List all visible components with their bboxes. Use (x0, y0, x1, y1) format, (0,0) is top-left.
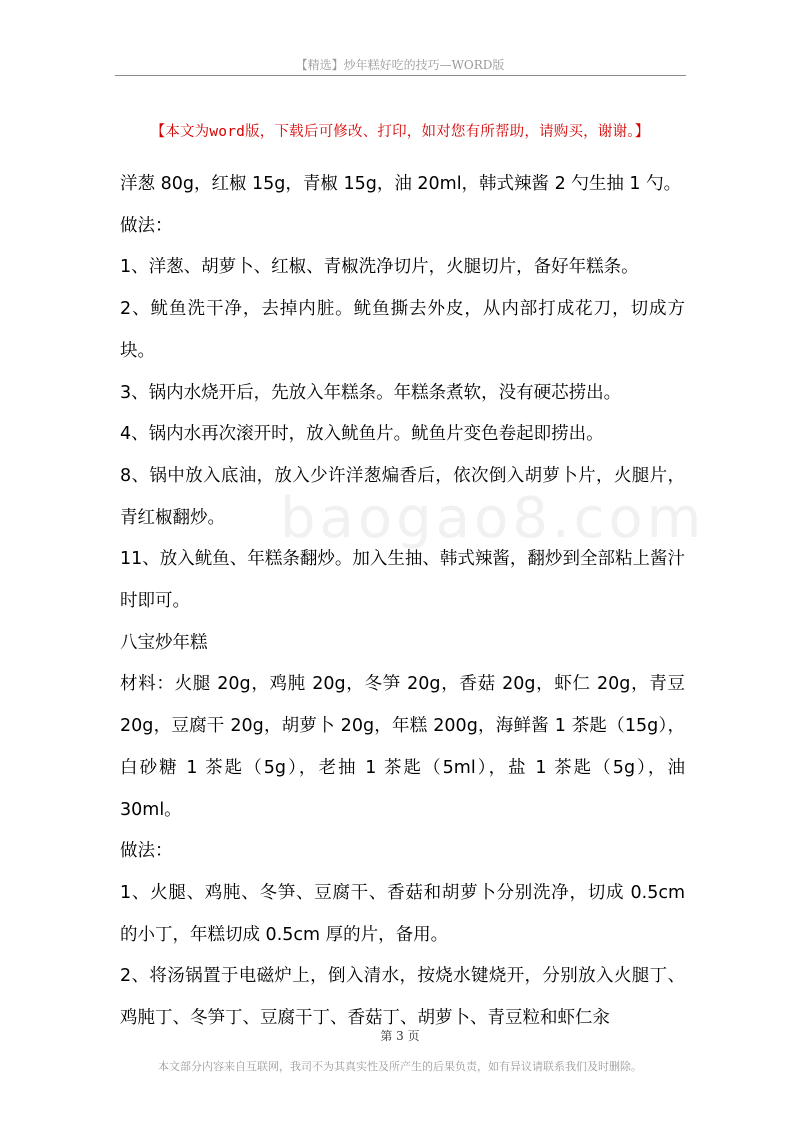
step-paragraph: 2、将汤锅置于电磁炉上，倒入清水，按烧水键烧开，分别放入火腿丁、鸡肫丁、冬笋丁、豆腐干丁、香菇丁、胡萝卜、青豆粒和虾仁汆 (120, 966, 685, 1029)
purchase-notice: 【本文为word版，下载后可修改、打印，如对您有所帮助，请购买，谢谢。】 (150, 124, 650, 140)
watermark: baogao8.com (280, 486, 706, 551)
page-number: 第 3 页 (380, 1029, 420, 1043)
step-paragraph: 4、锅内水再次滚开时，放入鱿鱼片。鱿鱼片变色卷起即捞出。 (120, 424, 604, 445)
page-footer: 本文部分内容来自互联网，我司不为其真实性及所产生的后果负责，如有异议请联系我们及时删除。 (158, 1060, 642, 1073)
materials-paragraph: 材料：火腿 20g，鸡肫 20g，冬笋 20g，香菇 20g，虾仁 20g，青豆 20g，豆腐干 20g，胡萝卜 20g，年糕 200g，海鲜酱 1 茶匙（15g），白砂糖 1 茶匙（5g），老抽 1 茶匙（5ml），盐 1 茶匙（5g），油 30ml。 (120, 674, 685, 820)
header-divider (115, 75, 686, 76)
document-body (120, 164, 685, 1040)
step-paragraph: 1、洋葱、胡萝卜、红椒、青椒洗净切片，火腿切片，备好年糕条。 (120, 257, 639, 278)
step-paragraph: 1、火腿、鸡肫、冬笋、豆腐干、香菇和胡萝卜分别洗净，切成 0.5cm 的小丁，年糕切成 0.5cm 厚的片，备用。 (120, 882, 685, 945)
step-paragraph: 8、锅中放入底油，放入少许洋葱煸香后，依次倒入胡萝卜片，火腿片，青红椒翻炒。 (120, 465, 685, 528)
ingredients-line: 洋葱 80g，红椒 15g，青椒 15g，油 20ml，韩式辣酱 2 勺生抽 1 勺。 (120, 174, 682, 194)
recipe-title: 八宝炒年糕 (120, 632, 208, 653)
step-paragraph: 2、鱿鱼洗干净，去掉内脏。鱿鱼撕去外皮，从内部打成花刀，切成方块。 (120, 299, 685, 361)
step-paragraph: 3、锅内水烧开后，先放入年糕条。年糕条煮软，没有硬芯捞出。 (120, 382, 622, 403)
method-heading: 做法： (120, 841, 173, 862)
step-paragraph: 11、放入鱿鱼、年糕条翻炒。加入生抽、韩式辣酱，翻炒到全部粘上酱汁时即可。 (120, 549, 685, 612)
method-heading: 做法： (120, 215, 173, 236)
page-header: 【精选】炒年糕好吃的技巧—WORD版 (295, 58, 505, 72)
